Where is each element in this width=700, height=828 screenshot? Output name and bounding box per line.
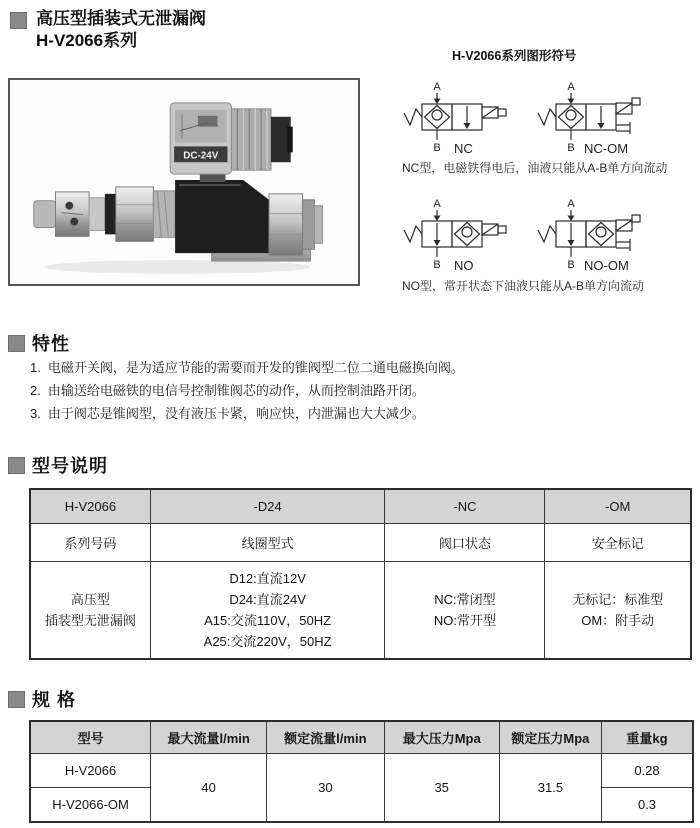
port-a-label: A	[433, 198, 441, 210]
no-valve-diagram	[398, 197, 526, 273]
page-title	[36, 8, 206, 52]
port-a-label: A	[567, 81, 575, 93]
model-code-cell: -NC	[385, 489, 545, 524]
safety-line: OM：附手动	[581, 613, 655, 628]
nc-om-valve-diagram	[532, 80, 660, 156]
safety-line: 无标记：标准型	[572, 592, 664, 607]
title-bullet-icon	[10, 12, 27, 29]
port-b-label: B	[567, 142, 575, 154]
no-om-label: NO-OM	[584, 258, 629, 273]
coil-desc-line: A15:交流110V，50HZ	[204, 613, 332, 628]
features-title: 特性	[32, 334, 70, 354]
model-name-cell: H-V2066-OM	[30, 788, 151, 823]
port-a-label: A	[567, 198, 575, 210]
port-a-label: A	[433, 81, 441, 93]
page-title-line2: H-V2066系列	[36, 31, 138, 50]
spec-section-heading	[8, 686, 76, 712]
model-title: 型号说明	[32, 456, 108, 476]
safety-desc-cell	[545, 562, 691, 660]
symbol-no	[398, 197, 526, 273]
model-label-row	[30, 524, 691, 562]
model-desc-row	[30, 562, 691, 660]
port-state-line: NC:常闭型	[434, 592, 496, 607]
coil-desc-line: D12:直流12V	[229, 571, 306, 586]
nc-caption: NC型，电磁铁得电后，油液只能从A-B单方向流动	[402, 161, 668, 175]
section-bullet-icon	[8, 691, 25, 708]
coil-desc-cell	[150, 562, 385, 660]
symbol-no-om	[532, 197, 660, 273]
max-pressure-cell: 35	[384, 754, 499, 823]
rated-flow-cell: 30	[267, 754, 384, 823]
features-list	[30, 360, 464, 429]
model-code-row	[30, 489, 691, 524]
model-code-cell: -D24	[150, 489, 385, 524]
feature-text: 电磁开关阀，是为适应节能的需要而开发的锥阀型二位二通电磁换向阀。	[47, 360, 464, 375]
product-photo	[14, 83, 354, 281]
series-desc-cell	[30, 562, 150, 660]
spec-row-standard	[30, 754, 693, 788]
spec-header-cell: 额定流量l/min	[267, 721, 384, 754]
no-label: NO	[454, 258, 474, 273]
page-title-line1: 高压型插装式无泄漏阀	[36, 9, 206, 28]
model-name-cell: H-V2066	[30, 754, 151, 788]
model-section-heading	[8, 452, 108, 478]
port-state-desc-cell	[385, 562, 545, 660]
coil-desc-line: A25:交流220V，50HZ	[203, 634, 332, 649]
spec-title: 规 格	[32, 690, 77, 710]
feature-text: 由输送给电磁铁的电信号控制锥阀芯的动作，从而控制油路开闭。	[47, 383, 425, 398]
spec-header-cell: 额定压力Mpa	[499, 721, 601, 754]
feature-number: 2.	[30, 383, 41, 398]
port-b-label: B	[433, 142, 441, 154]
spec-header-cell: 最大流量l/min	[151, 721, 267, 754]
symbol-nc-om	[532, 80, 660, 156]
model-label-cell: 线圈型式	[150, 524, 385, 562]
weight-cell: 0.3	[601, 788, 693, 823]
model-label-cell: 安全标记	[545, 524, 691, 562]
symbol-nc	[398, 80, 526, 156]
no-om-valve-diagram	[532, 197, 660, 273]
spec-header-cell: 最大压力Mpa	[384, 721, 499, 754]
model-label-cell: 系列号码	[30, 524, 150, 562]
port-b-label: B	[567, 259, 575, 271]
section-bullet-icon	[8, 335, 25, 352]
coil-desc-line: D24:直流24V	[229, 592, 306, 607]
feature-item	[30, 406, 464, 421]
feature-number: 3.	[30, 406, 41, 421]
weight-cell: 0.28	[601, 754, 693, 788]
spec-header-cell: 型号	[30, 721, 151, 754]
spec-header-row	[30, 721, 693, 754]
specifications-table	[29, 720, 694, 823]
nc-label: NC	[454, 141, 473, 156]
feature-item	[30, 360, 464, 375]
model-code-cell: H-V2066	[30, 489, 150, 524]
nc-valve-diagram	[398, 80, 526, 156]
no-caption: NO型，常开状态下油液只能从A-B单方向流动	[402, 279, 645, 293]
model-code-cell: -OM	[545, 489, 691, 524]
spec-header-cell: 重量kg	[601, 721, 693, 754]
product-photo-frame	[8, 78, 360, 286]
max-flow-cell: 40	[151, 754, 267, 823]
section-bullet-icon	[8, 457, 25, 474]
port-b-label: B	[433, 259, 441, 271]
rated-pressure-cell: 31.5	[499, 754, 601, 823]
model-label-cell: 阀口状态	[385, 524, 545, 562]
series-desc-line: 高压型	[70, 592, 110, 607]
coil-voltage-label: DC-24V	[183, 150, 219, 162]
features-section-heading	[8, 330, 70, 356]
nc-om-label: NC-OM	[584, 141, 629, 156]
port-state-line: NO:常开型	[433, 613, 496, 628]
feature-number: 1.	[30, 360, 41, 375]
feature-text: 由于阀芯是锥阀型，没有液压卡紧，响应快，内泄漏也大大减少。	[47, 406, 425, 421]
feature-item	[30, 383, 464, 398]
page-title-block	[10, 8, 206, 52]
symbols-heading: H-V2066系列图形符号	[452, 49, 577, 63]
model-designation-table	[29, 488, 692, 660]
series-desc-line: 插装型无泄漏阀	[44, 613, 136, 628]
